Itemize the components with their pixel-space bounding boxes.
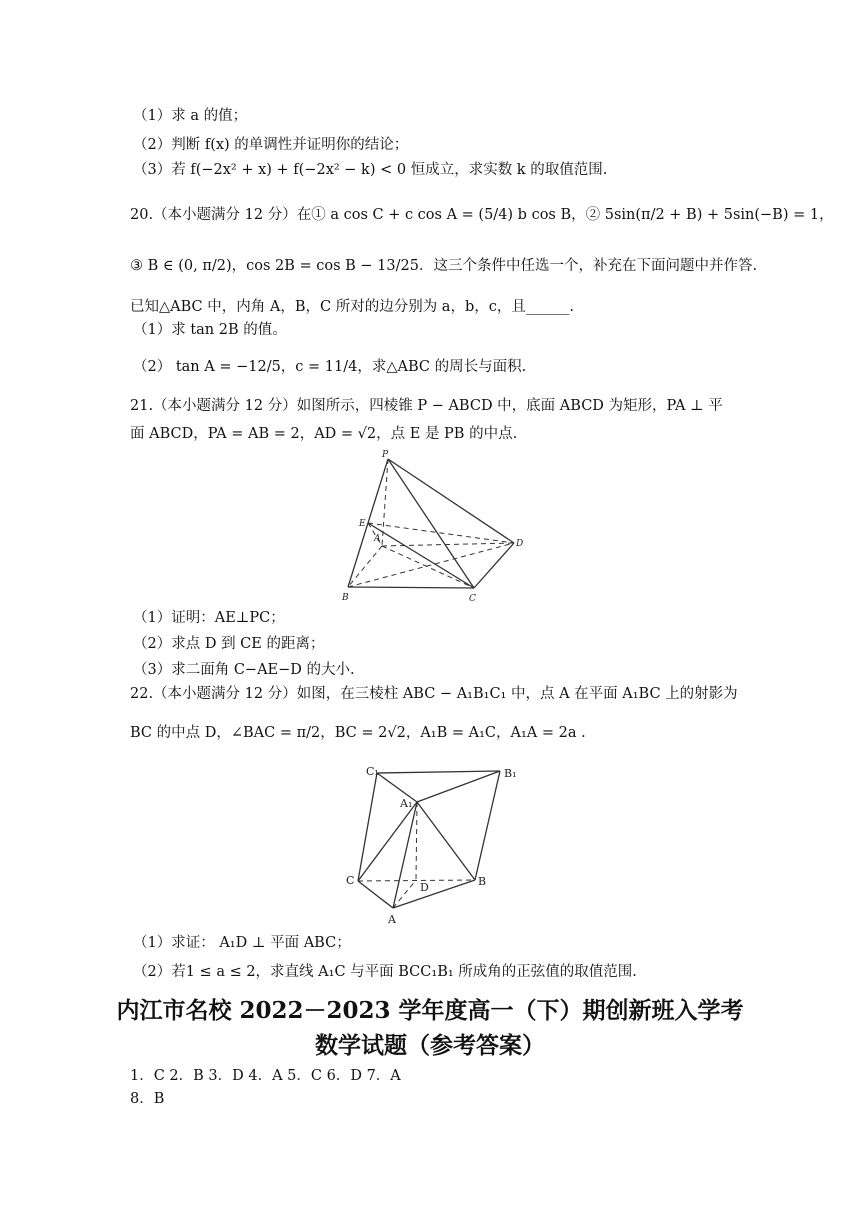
pyramid-figure bbox=[330, 447, 530, 607]
q22-part1: （1）求证： A₁D ⊥ 平面 ABC； bbox=[133, 935, 351, 951]
prism-label-c1: C₁ bbox=[366, 765, 379, 778]
prism-figure bbox=[340, 758, 530, 930]
answer-row-2: 8．B bbox=[130, 1091, 165, 1107]
pyramid-label-a: A bbox=[374, 534, 381, 544]
q21-part2: （2）求点 D 到 CE 的距离； bbox=[133, 636, 325, 652]
q22-stem-line1: 22.（本小题满分 12 分）如图，在三棱柱 ABC − A₁B₁C₁ 中，点 A 在平面 A₁BC 上的射影为 bbox=[130, 686, 738, 702]
answer-key-title: 内江市名校 2022－2023 学年度高一（下）期创新班入学考 bbox=[116, 997, 744, 1024]
q20-part2: （2） tan A = −12/5，c = 11/4，求△ABC 的周长与面积. bbox=[133, 359, 527, 375]
prism-label-a: A bbox=[388, 913, 396, 926]
q21-part3: （3）求二面角 C−AE−D 的大小. bbox=[133, 662, 355, 678]
prism-label-d: D bbox=[420, 881, 429, 894]
answer-key-subtitle: 数学试题（参考答案） bbox=[315, 1032, 545, 1059]
prism-label-b: B bbox=[478, 875, 487, 888]
answer-row-1: 1．C 2．B 3．D 4．A 5．C 6．D 7．A bbox=[130, 1068, 401, 1084]
pyramid-label-c: C bbox=[469, 594, 476, 604]
prism-label-b1: B₁ bbox=[504, 767, 517, 780]
pyramid-label-d: D bbox=[516, 539, 524, 549]
q22-part2: （2）若1 ≤ a ≤ 2，求直线 A₁C 与平面 BCC₁B₁ 所成角的正弦值的取值范围. bbox=[133, 964, 637, 980]
q20-stem-line1: 20.（本小题满分 12 分）在① a cos C + c cos A = (5/4) b cos B，② 5sin(π/2 + B) + 5sin(−B) = 1， bbox=[130, 207, 834, 223]
q20-stem-line3: 已知△ABC 中，内角 A，B，C 所对的边分别为 a，b，c，且______. bbox=[130, 299, 574, 315]
pyramid-label-e: E bbox=[359, 519, 366, 529]
q19-part3: （3）若 f(−2x² + x) + f(−2x² − k) < 0 恒成立，求实数 k 的取值范围. bbox=[133, 162, 608, 178]
q20-part1: （1）求 tan 2B 的值。 bbox=[133, 322, 287, 338]
q21-stem-line1: 21.（本小题满分 12 分）如图所示，四棱锥 P − ABCD 中，底面 ABCD 为矩形，PA ⊥ 平 bbox=[130, 398, 723, 414]
pyramid-label-b: B bbox=[342, 593, 349, 603]
pyramid-label-p: P bbox=[382, 450, 389, 460]
q21-stem-line2: 面 ABCD，PA = AB = 2，AD = √2，点 E 是 PB 的中点. bbox=[130, 426, 518, 442]
q20-stem-line2: ③ B ∈ (0, π/2)，cos 2B = cos B − 13/25．这三个条件中任选一个，补充在下面问题中并作答. bbox=[130, 258, 758, 274]
prism-label-a1: A₁ bbox=[400, 797, 413, 810]
q19-part2: （2）判断 f(x) 的单调性并证明你的结论； bbox=[133, 137, 409, 153]
q19-part1: （1）求 a 的值； bbox=[133, 108, 248, 124]
q21-part1: （1）证明：AE⊥PC； bbox=[133, 610, 285, 626]
q22-stem-line2: BC 的中点 D，∠BAC = π/2，BC = 2√2，A₁B = A₁C，A₁A = 2a . bbox=[130, 725, 586, 741]
prism-label-c: C bbox=[346, 874, 355, 887]
